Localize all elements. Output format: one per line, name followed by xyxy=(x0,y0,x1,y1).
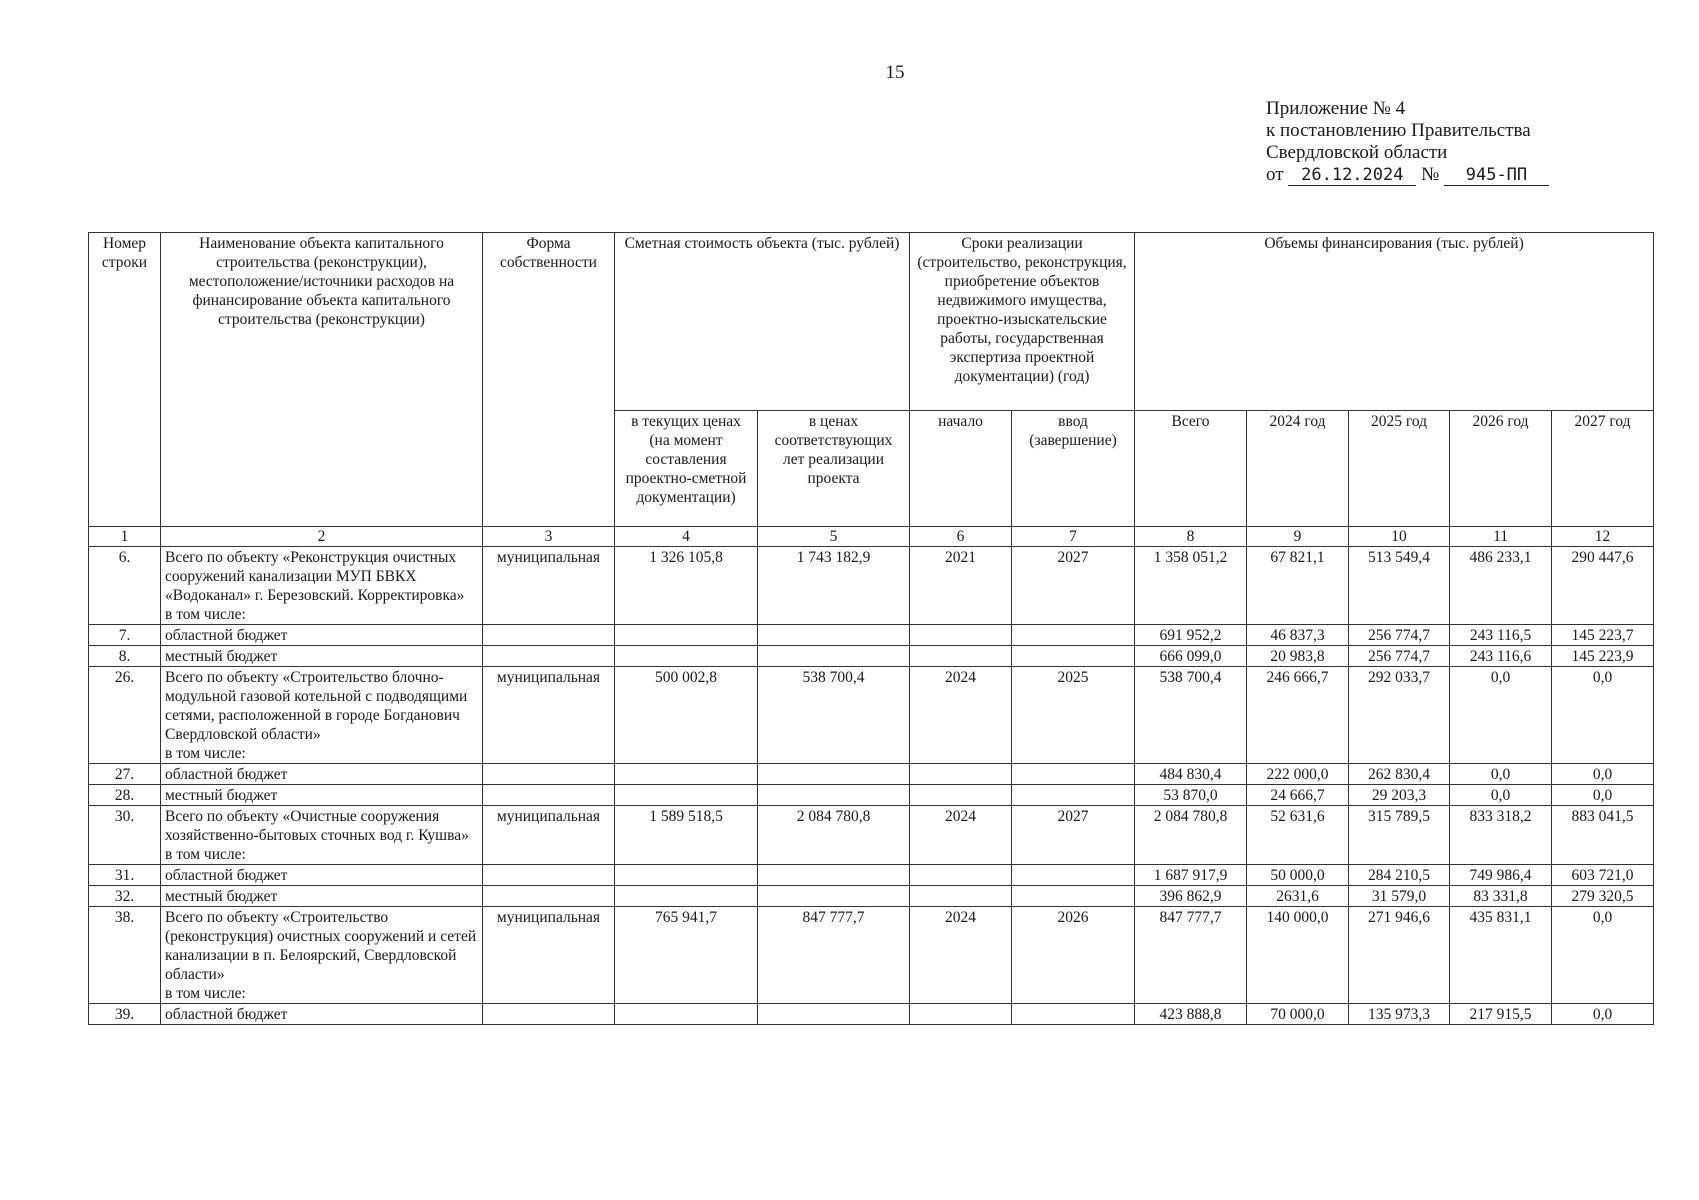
row-number-cell: 27. xyxy=(89,764,161,785)
value-cell-y2026: 833 318,2 xyxy=(1450,806,1552,865)
value-cell-y2027: 145 223,7 xyxy=(1552,625,1654,646)
ownership-cell: муниципальная xyxy=(483,667,615,764)
decree-number: 945-ПП xyxy=(1444,165,1549,186)
row-number-cell: 6. xyxy=(89,547,161,625)
value-cell-total: 484 830,4 xyxy=(1135,764,1247,785)
header-row-number: Номер строки xyxy=(89,233,161,527)
value-cell-y2025: 29 203,3 xyxy=(1349,785,1450,806)
value-cell-y2025: 271 946,6 xyxy=(1349,907,1450,1004)
value-cell-total: 423 888,8 xyxy=(1135,1004,1247,1025)
value-cell-y2026: 0,0 xyxy=(1450,667,1552,764)
object-name-cell xyxy=(161,646,483,667)
value-cell-end: 2027 xyxy=(1012,547,1135,625)
value-cell-total: 538 700,4 xyxy=(1135,667,1247,764)
appendix-line-2: к постановлению Правительства xyxy=(1266,120,1531,141)
header-estimated-cost: Сметная стоимость объекта (тыс. рублей) xyxy=(615,233,910,411)
value-cell-y2025: 256 774,7 xyxy=(1349,646,1450,667)
value-cell-y2026: 217 915,5 xyxy=(1450,1004,1552,1025)
value-cell-y2026: 486 233,1 xyxy=(1450,547,1552,625)
value-cell-y2025: 262 830,4 xyxy=(1349,764,1450,785)
value-cell-y2027: 883 041,5 xyxy=(1552,806,1654,865)
header-terms: Сроки реализации (строительство, реконструкция, приобретение объектов недвижимого имущества, проектно-изыскательские работы, государственная экспертиза проектной документации) (год) xyxy=(910,233,1135,411)
value-cell-y2024: 20 983,8 xyxy=(1247,646,1349,667)
value-cell-end xyxy=(1012,625,1135,646)
row-number-cell: 31. xyxy=(89,865,161,886)
object-name-cell xyxy=(161,547,483,625)
table-row xyxy=(89,886,1654,907)
value-cell-cost-years: 2 084 780,8 xyxy=(758,806,910,865)
value-cell-cost-years xyxy=(758,625,910,646)
row-number-cell: 26. xyxy=(89,667,161,764)
value-cell-y2025: 135 973,3 xyxy=(1349,1004,1450,1025)
including-label: в том числе: xyxy=(165,745,246,762)
row-number-cell: 30. xyxy=(89,806,161,865)
value-cell-start xyxy=(910,865,1012,886)
object-name-cell xyxy=(161,1004,483,1025)
value-cell-cost-years xyxy=(758,785,910,806)
object-name-cell xyxy=(161,625,483,646)
column-index-row xyxy=(89,527,1654,547)
column-index: 1 xyxy=(89,527,161,547)
object-name-cell xyxy=(161,764,483,785)
value-cell-y2026: 0,0 xyxy=(1450,764,1552,785)
value-cell-y2025: 315 789,5 xyxy=(1349,806,1450,865)
value-cell-y2027: 279 320,5 xyxy=(1552,886,1654,907)
object-name: Всего по объекту «Очистные сооружения хозяйственно-бытовых сточных вод г. Кушва» xyxy=(165,808,469,844)
ownership-cell: муниципальная xyxy=(483,547,615,625)
value-cell-end xyxy=(1012,764,1135,785)
value-cell-cost-current: 765 941,7 xyxy=(615,907,758,1004)
object-name-cell xyxy=(161,667,483,764)
object-name: областной бюджет xyxy=(165,1006,288,1023)
table-row xyxy=(89,1004,1654,1025)
value-cell-cost-current xyxy=(615,646,758,667)
ownership-cell xyxy=(483,625,615,646)
value-cell-end xyxy=(1012,646,1135,667)
value-cell-y2024: 2631,6 xyxy=(1247,886,1349,907)
value-cell-y2027: 0,0 xyxy=(1552,1004,1654,1025)
from-label: от xyxy=(1266,164,1284,185)
value-cell-y2027: 603 721,0 xyxy=(1552,865,1654,886)
value-cell-cost-current xyxy=(615,1004,758,1025)
object-name: местный бюджет xyxy=(165,787,278,804)
including-label: в том числе: xyxy=(165,606,246,623)
object-name: местный бюджет xyxy=(165,648,278,665)
value-cell-end xyxy=(1012,886,1135,907)
value-cell-start xyxy=(910,785,1012,806)
value-cell-y2026: 243 116,6 xyxy=(1450,646,1552,667)
column-index: 12 xyxy=(1552,527,1654,547)
ownership-cell xyxy=(483,785,615,806)
row-number-cell: 39. xyxy=(89,1004,161,1025)
value-cell-total: 2 084 780,8 xyxy=(1135,806,1247,865)
value-cell-y2024: 52 631,6 xyxy=(1247,806,1349,865)
object-name: областной бюджет xyxy=(165,867,288,884)
value-cell-y2024: 50 000,0 xyxy=(1247,865,1349,886)
value-cell-y2024: 70 000,0 xyxy=(1247,1004,1349,1025)
value-cell-y2025: 31 579,0 xyxy=(1349,886,1450,907)
object-name: Всего по объекту «Строительство блочно-модульной газовой котельной с подводящими сетями, расположенной в городе Богданович Свердловской области» xyxy=(165,669,468,743)
value-cell-cost-current: 500 002,8 xyxy=(615,667,758,764)
value-cell-cost-years xyxy=(758,886,910,907)
value-cell-start xyxy=(910,646,1012,667)
column-index: 3 xyxy=(483,527,615,547)
row-number-cell: 32. xyxy=(89,886,161,907)
header-2027: 2027 год xyxy=(1552,411,1654,527)
header-cost-years: в ценах соответствующих лет реализации проекта xyxy=(758,411,910,527)
object-name: областной бюджет xyxy=(165,766,288,783)
table-row xyxy=(89,865,1654,886)
ownership-cell xyxy=(483,646,615,667)
table-row xyxy=(89,625,1654,646)
value-cell-total: 396 862,9 xyxy=(1135,886,1247,907)
value-cell-total: 1 358 051,2 xyxy=(1135,547,1247,625)
row-number-cell: 38. xyxy=(89,907,161,1004)
value-cell-y2027: 0,0 xyxy=(1552,907,1654,1004)
value-cell-total: 847 777,7 xyxy=(1135,907,1247,1004)
value-cell-cost-years xyxy=(758,764,910,785)
value-cell-y2027: 145 223,9 xyxy=(1552,646,1654,667)
value-cell-y2026: 0,0 xyxy=(1450,785,1552,806)
value-cell-start xyxy=(910,886,1012,907)
value-cell-end xyxy=(1012,785,1135,806)
appendix-block xyxy=(1266,98,1566,186)
value-cell-start: 2024 xyxy=(910,806,1012,865)
column-index: 7 xyxy=(1012,527,1135,547)
value-cell-start: 2021 xyxy=(910,547,1012,625)
value-cell-end xyxy=(1012,865,1135,886)
object-name: местный бюджет xyxy=(165,888,278,905)
object-name: Всего по объекту «Строительство (реконструкция) очистных сооружений и сетей канализации в п. Белоярский, Свердловской области» xyxy=(165,909,477,983)
ownership-cell xyxy=(483,865,615,886)
column-index: 2 xyxy=(161,527,483,547)
value-cell-start xyxy=(910,625,1012,646)
value-cell-y2027: 0,0 xyxy=(1552,764,1654,785)
value-cell-total: 691 952,2 xyxy=(1135,625,1247,646)
object-name-cell xyxy=(161,865,483,886)
value-cell-cost-current: 1 589 518,5 xyxy=(615,806,758,865)
value-cell-cost-years: 538 700,4 xyxy=(758,667,910,764)
header-2024: 2024 год xyxy=(1247,411,1349,527)
value-cell-total: 1 687 917,9 xyxy=(1135,865,1247,886)
value-cell-y2027: 0,0 xyxy=(1552,785,1654,806)
object-name-cell xyxy=(161,907,483,1004)
column-index: 10 xyxy=(1349,527,1450,547)
table-row xyxy=(89,667,1654,764)
value-cell-cost-years: 1 743 182,9 xyxy=(758,547,910,625)
value-cell-start xyxy=(910,764,1012,785)
appendix-line-3: Свердловской области xyxy=(1266,142,1448,163)
header-name: Наименование объекта капитального строительства (реконструкции), местоположение/источники расходов на финансирование объекта капитального строительства (реконструкции) xyxy=(161,233,483,527)
value-cell-y2026: 749 986,4 xyxy=(1450,865,1552,886)
header-total: Всего xyxy=(1135,411,1247,527)
value-cell-y2024: 222 000,0 xyxy=(1247,764,1349,785)
table-row xyxy=(89,806,1654,865)
value-cell-y2024: 246 666,7 xyxy=(1247,667,1349,764)
object-name-cell xyxy=(161,806,483,865)
ownership-cell: муниципальная xyxy=(483,806,615,865)
value-cell-cost-current: 1 326 105,8 xyxy=(615,547,758,625)
header-row-main xyxy=(89,233,1654,411)
value-cell-y2027: 0,0 xyxy=(1552,667,1654,764)
value-cell-end: 2025 xyxy=(1012,667,1135,764)
value-cell-cost-years xyxy=(758,646,910,667)
value-cell-start: 2024 xyxy=(910,667,1012,764)
column-index: 4 xyxy=(615,527,758,547)
ownership-cell xyxy=(483,1004,615,1025)
object-name-cell xyxy=(161,886,483,907)
table-row xyxy=(89,785,1654,806)
object-name: областной бюджет xyxy=(165,627,288,644)
table-row xyxy=(89,646,1654,667)
object-name: Всего по объекту «Реконструкция очистных сооружений канализации МУП БВКХ «Водоканал» г. Березовский. Корректировка» xyxy=(165,549,465,604)
value-cell-end: 2026 xyxy=(1012,907,1135,1004)
including-label: в том числе: xyxy=(165,985,246,1002)
value-cell-cost-current xyxy=(615,625,758,646)
value-cell-y2024: 140 000,0 xyxy=(1247,907,1349,1004)
value-cell-start xyxy=(910,1004,1012,1025)
header-financing: Объемы финансирования (тыс. рублей) xyxy=(1135,233,1654,411)
table-row xyxy=(89,764,1654,785)
header-cost-current: в текущих ценах (на момент составления проектно-сметной документации) xyxy=(615,411,758,527)
ownership-cell xyxy=(483,886,615,907)
row-number-cell: 8. xyxy=(89,646,161,667)
table-row xyxy=(89,547,1654,625)
column-index: 9 xyxy=(1247,527,1349,547)
header-2026: 2026 год xyxy=(1450,411,1552,527)
header-start: начало xyxy=(910,411,1012,527)
value-cell-total: 53 870,0 xyxy=(1135,785,1247,806)
value-cell-cost-current xyxy=(615,764,758,785)
number-label: № xyxy=(1421,164,1440,185)
value-cell-cost-years xyxy=(758,1004,910,1025)
appendix-title: Приложение № 4 xyxy=(1266,98,1406,119)
value-cell-y2026: 435 831,1 xyxy=(1450,907,1552,1004)
decree-date: 26.12.2024 xyxy=(1288,165,1416,186)
value-cell-y2024: 67 821,1 xyxy=(1247,547,1349,625)
financing-table xyxy=(88,232,1654,1025)
header-end: ввод (завершение) xyxy=(1012,411,1135,527)
value-cell-end xyxy=(1012,1004,1135,1025)
value-cell-y2027: 290 447,6 xyxy=(1552,547,1654,625)
column-index: 8 xyxy=(1135,527,1247,547)
value-cell-y2024: 24 666,7 xyxy=(1247,785,1349,806)
including-label: в том числе: xyxy=(165,846,246,863)
value-cell-y2026: 83 331,8 xyxy=(1450,886,1552,907)
value-cell-cost-current xyxy=(615,886,758,907)
appendix-date-line xyxy=(1266,164,1566,186)
table-body xyxy=(89,547,1654,1025)
value-cell-y2025: 256 774,7 xyxy=(1349,625,1450,646)
value-cell-y2024: 46 837,3 xyxy=(1247,625,1349,646)
value-cell-cost-years xyxy=(758,865,910,886)
value-cell-end: 2027 xyxy=(1012,806,1135,865)
value-cell-start: 2024 xyxy=(910,907,1012,1004)
column-index: 6 xyxy=(910,527,1012,547)
table-row xyxy=(89,907,1654,1004)
ownership-cell: муниципальная xyxy=(483,907,615,1004)
value-cell-y2025: 284 210,5 xyxy=(1349,865,1450,886)
value-cell-total: 666 099,0 xyxy=(1135,646,1247,667)
value-cell-cost-current xyxy=(615,865,758,886)
object-name-cell xyxy=(161,785,483,806)
row-number-cell: 7. xyxy=(89,625,161,646)
value-cell-y2025: 292 033,7 xyxy=(1349,667,1450,764)
header-2025: 2025 год xyxy=(1349,411,1450,527)
row-number-cell: 28. xyxy=(89,785,161,806)
column-index: 11 xyxy=(1450,527,1552,547)
value-cell-cost-current xyxy=(615,785,758,806)
column-index: 5 xyxy=(758,527,910,547)
value-cell-cost-years: 847 777,7 xyxy=(758,907,910,1004)
ownership-cell xyxy=(483,764,615,785)
header-ownership: Форма собственности xyxy=(483,233,615,527)
value-cell-y2025: 513 549,4 xyxy=(1349,547,1450,625)
page-number: 15 xyxy=(885,62,905,83)
value-cell-y2026: 243 116,5 xyxy=(1450,625,1552,646)
